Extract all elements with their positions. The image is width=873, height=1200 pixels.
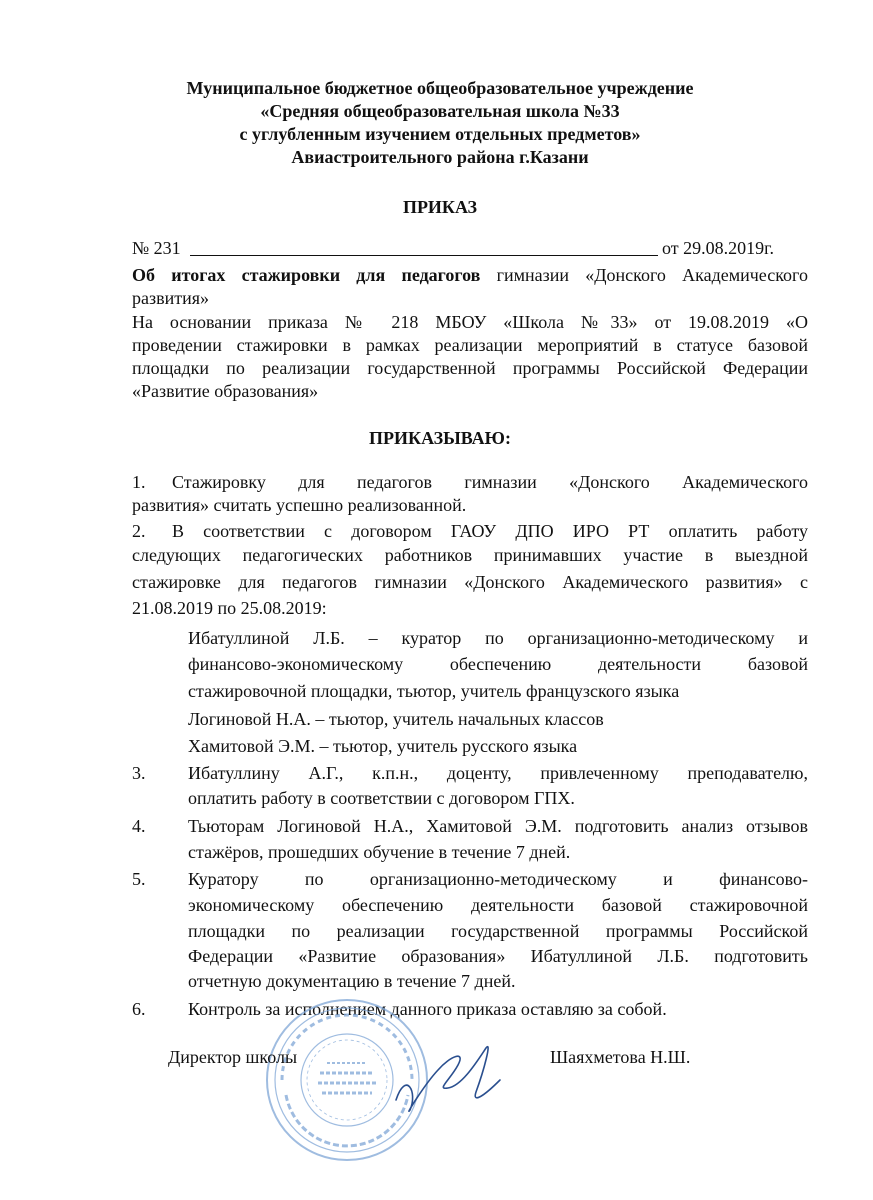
org-name-line-2: «Средняя общеобразовательная школа №33 <box>260 101 620 121</box>
person-2: Логиновой Н.А. – тьютор, учитель начальных классов <box>188 709 604 729</box>
item-4-line-1: Тьюторам Логиновой Н.А., Хамитовой Э.М. подготовить анализ отзывов <box>188 816 808 836</box>
order-subject-bold: Об итогах стажировки для педагогов <box>132 265 481 285</box>
person-1-line-3: стажировочной площадки, тьютор, учитель французского языка <box>188 681 680 701</box>
item-5-line-3: площадки по реализации государственной программы Российской <box>188 921 808 941</box>
item-2-line-2: следующих педагогических работников принимавших участие в выездной <box>132 545 808 565</box>
org-name-line-3: с углубленным изучением отдельных предметов» <box>239 124 641 144</box>
basis-line-3: площадки по реализации государственной программы Российской Федерации <box>132 358 808 378</box>
person-1-line-1: Ибатуллиной Л.Б. – куратор по организационно-методическому и <box>188 628 808 648</box>
item-1-line-1: Стажировку для педагогов гимназии «Донского Академического <box>172 472 808 492</box>
person-1-line-2: финансово-экономическому обеспечению деятельности базовой <box>188 654 808 674</box>
item-2-line-3: стажировке для педагогов гимназии «Донского Академического развития» с <box>132 572 808 592</box>
item-1-number: 1. <box>132 472 146 492</box>
item-5-line-5: отчетную документацию в течение 7 дней. <box>188 971 516 991</box>
item-3-line-1: Ибатуллину А.Г., к.п.н., доценту, привлеченному преподавателю, <box>188 763 808 783</box>
item-2-line-4: 21.08.2019 по 25.08.2019: <box>132 598 327 618</box>
item-6-number: 6. <box>132 999 146 1019</box>
director-signature <box>388 1030 508 1120</box>
basis-line-4: «Развитие образования» <box>132 381 319 401</box>
signature-position: Директор школы <box>168 1047 298 1067</box>
org-name-line-4: Авиастроительного района г.Казани <box>291 147 589 167</box>
item-5-line-4: Федерации «Развитие образования» Ибатуллиной Л.Б. подготовить <box>188 946 808 966</box>
item-2-number: 2. <box>132 521 146 541</box>
item-3-line-2: оплатить работу в соответствии с договором ГПХ. <box>188 788 575 808</box>
order-subject-line-2: развития» <box>132 288 210 308</box>
item-4-line-2: стажёров, прошедших обучение в течение 7 дней. <box>188 842 571 862</box>
order-heading: ПРИКАЗЫВАЮ: <box>369 428 511 448</box>
item-5-number: 5. <box>132 869 146 889</box>
order-number: № 231 <box>132 238 181 258</box>
basis-line-2: проведении стажировки в рамках реализации мероприятий в статусе базовой <box>132 335 808 355</box>
basis-line-1: На основании приказа № 218 МБОУ «Школа №33» от 19.08.2019 «О <box>132 312 808 332</box>
document-title: ПРИКАЗ <box>402 197 478 217</box>
order-number-underline <box>190 255 658 256</box>
order-date: от 29.08.2019г. <box>662 238 774 258</box>
item-5-line-2: экономическому обеспечению деятельности базовой стажировочной <box>188 895 808 915</box>
person-3: Хамитовой Э.М. – тьютор, учитель русского языка <box>188 736 578 756</box>
item-1-line-2: развития» считать успешно реализованной. <box>132 495 467 515</box>
item-2-line-1: В соответствии с договором ГАОУ ДПО ИРО РТ оплатить работу <box>172 521 808 541</box>
signature-name: Шаяхметова Н.Ш. <box>550 1047 691 1067</box>
item-5-line-1: Куратору по организационно-методическому и финансово- <box>188 869 808 889</box>
order-subject-line-1 <box>132 264 808 286</box>
order-subject-rest: гимназии «Донского Академического <box>480 265 808 285</box>
item-6-line-1: Контроль за исполнением данного приказа оставляю за собой. <box>188 999 667 1019</box>
item-4-number: 4. <box>132 816 146 836</box>
item-3-number: 3. <box>132 763 146 783</box>
org-name-line-1: Муниципальное бюджетное общеобразовательное учреждение <box>186 78 694 98</box>
